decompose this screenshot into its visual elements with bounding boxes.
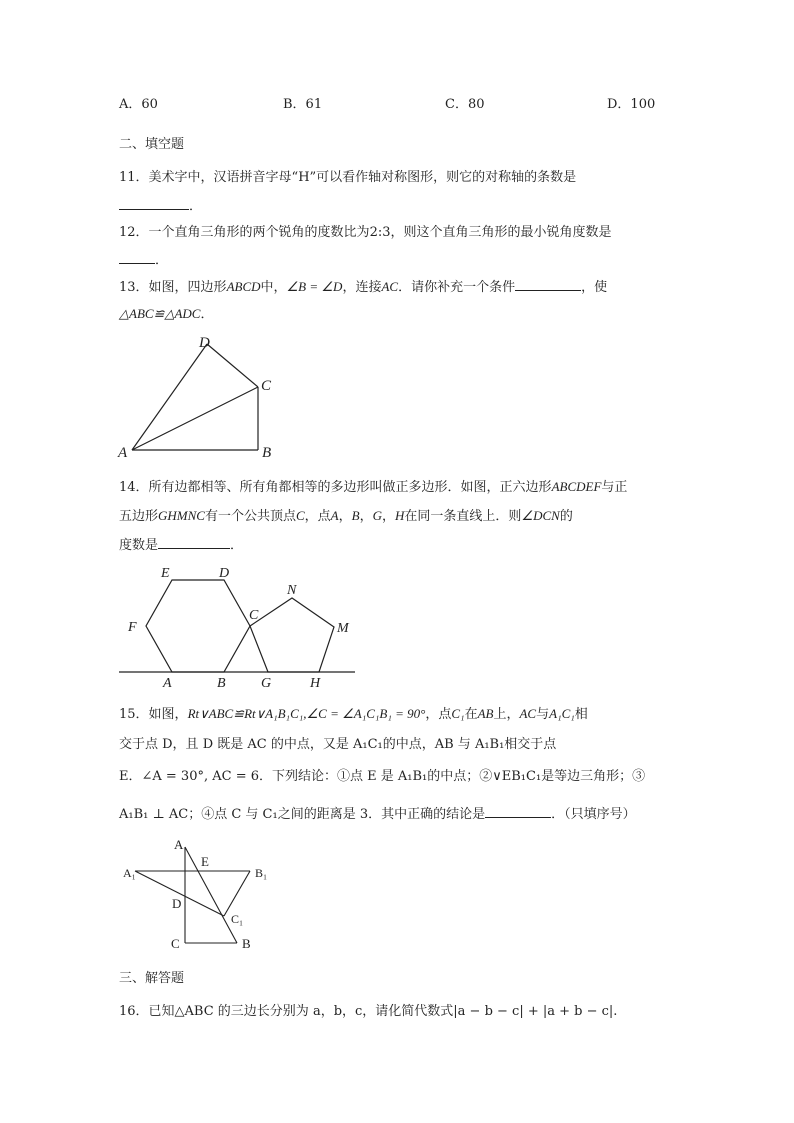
question-15-line4	[119, 805, 636, 824]
question-12	[119, 224, 612, 242]
question-15-line2: 交于点 D，且 D 既是 AC 的中点，又是 A₁C₁的中点，AB 与 A₁B₁相交于点	[119, 737, 557, 752]
question-16	[119, 1003, 617, 1021]
math-point: C	[295, 508, 305, 523]
question-text: ，	[338, 509, 352, 524]
question-text: ．（只填序号）	[551, 807, 636, 822]
label-c: C	[171, 936, 180, 951]
label-c: C	[261, 378, 272, 394]
question-text: ．请你补充一个条件	[398, 280, 516, 295]
label-a: A	[118, 445, 128, 460]
label-h: H	[310, 676, 321, 690]
math-segment: AC	[519, 706, 537, 721]
answer-blank[interactable]	[485, 805, 551, 818]
question-number: 11．	[119, 170, 149, 185]
question-15-line3: E．∠A = 30°, AC = 6．下列结论：①点 E 是 A₁B₁的中点；②∨EB₁C₁是等边三角形；③	[119, 769, 646, 784]
question-text: 已知△ABC 的三边长分别为 a，b，c，请化简代数式|a − b − c| + |a + b − c|.	[148, 1004, 618, 1019]
segment-b1c1	[224, 871, 250, 916]
label-e: E	[201, 854, 209, 869]
question-text: 的	[559, 509, 573, 524]
label-c: C	[249, 608, 259, 623]
math-point: C₁	[451, 706, 465, 721]
segment-dc	[207, 344, 258, 387]
question-14-line3	[119, 536, 243, 555]
question-number: 15．	[119, 707, 149, 722]
math-pentagon: GHMNC	[158, 508, 205, 523]
label-n: N	[287, 583, 297, 598]
question-text: 上，	[493, 707, 520, 722]
label-d: D	[172, 896, 182, 911]
question-text: 美术字中，汉语拼音字母“H”可以看作轴对称图形，则它的对称轴的条数是	[148, 170, 577, 185]
question-text: 与	[536, 707, 550, 722]
math-congruence: △ABC≌△ADC	[119, 306, 201, 321]
question-text: 所有边都相等、所有角都相等的多边形叫做正多边形．如图，正六边形	[148, 480, 552, 495]
answer-blank[interactable]	[119, 197, 189, 210]
math-angle-equality: ∠B = ∠D	[286, 279, 343, 294]
hexagon-abcdef	[146, 580, 250, 672]
question-14-line2	[119, 507, 573, 526]
question-text: 相	[574, 707, 588, 722]
math-segment: AC	[381, 279, 399, 294]
segment-ad	[132, 344, 207, 450]
math-quadrilateral: ABCD	[226, 279, 261, 294]
math-point: G	[372, 508, 382, 523]
math-point: A	[330, 508, 339, 523]
label-e: E	[161, 566, 170, 581]
question-text: 在	[464, 707, 478, 722]
question-text: 度数是	[119, 538, 159, 553]
answer-line-12	[119, 251, 168, 270]
math-hexagon: ABCDEF	[551, 479, 602, 494]
figure-quadrilateral-abcd	[115, 330, 285, 460]
question-text: 在同一条直线上．则	[404, 509, 522, 524]
label-a1: A₁	[123, 866, 136, 880]
question-14	[119, 478, 627, 497]
label-d: D	[199, 335, 210, 351]
section-heading-solve: 三、解答题	[119, 971, 185, 986]
label-b1: B₁	[255, 866, 268, 880]
option-a: A．60	[119, 97, 158, 112]
question-13-line2	[119, 305, 213, 324]
answer-blank[interactable]	[119, 251, 155, 264]
ratio-value: 2:3	[369, 225, 391, 240]
option-d: D．100	[607, 97, 656, 112]
question-text: 五边形	[119, 509, 159, 524]
label-b: B	[242, 936, 251, 951]
question-text: ，点	[304, 509, 331, 524]
segment-ab	[185, 847, 237, 943]
question-text: A₁B₁ ⊥ AC；④点 C 与 C₁之间的距离是 3．其中正确的结论是	[119, 807, 486, 822]
question-text: ，	[359, 509, 373, 524]
math-point: H	[395, 508, 405, 523]
math-segment: A₁C₁	[549, 706, 575, 721]
question-text: 如图，	[148, 707, 188, 722]
math-angle: ∠DCN	[521, 508, 560, 523]
question-15	[119, 705, 588, 724]
question-text: 如图，四边形	[148, 280, 227, 295]
period: ．	[230, 538, 244, 553]
section-heading-fill: 二、填空题	[119, 137, 185, 152]
label-d: D	[219, 566, 230, 581]
math-congruence: Rt∨ABC≌Rt∨A₁B₁C₁,∠C = ∠A₁C₁B₁ = 90°	[187, 706, 426, 721]
figure-right-triangles	[118, 835, 278, 957]
answer-blank[interactable]	[515, 278, 581, 291]
question-text: 与正	[601, 480, 628, 495]
answer-blank[interactable]	[158, 536, 230, 549]
label-b: B	[262, 445, 272, 460]
question-text: 有一个公共顶点	[204, 509, 296, 524]
question-13	[119, 278, 607, 297]
label-a: A	[174, 837, 184, 852]
label-g: G	[261, 676, 272, 690]
math-segment: AB	[477, 706, 494, 721]
question-text: ，	[382, 509, 396, 524]
option-c: C．80	[445, 97, 485, 112]
question-number: 13．	[119, 280, 149, 295]
period: ．	[189, 199, 203, 214]
label-a: A	[163, 676, 172, 690]
question-11	[119, 169, 576, 187]
question-text: ，连接	[342, 280, 382, 295]
question-number: 12．	[119, 225, 149, 240]
question-number: 14．	[119, 480, 149, 495]
period: ．	[200, 307, 214, 322]
figure-hexagon-pentagon	[115, 560, 360, 690]
label-c1: C₁	[231, 912, 244, 926]
answer-line-11	[119, 197, 202, 216]
math-point: B	[351, 508, 360, 523]
question-text: 中，	[260, 280, 287, 295]
question-number: 16．	[119, 1004, 149, 1019]
question-text-continued: ，则这个直角三角形的最小锐角度数是	[390, 225, 612, 240]
option-b: B．61	[283, 97, 323, 112]
segment-ac	[132, 387, 258, 450]
label-m: M	[337, 621, 349, 636]
question-text: ，使	[581, 280, 608, 295]
question-text: ，点	[425, 707, 452, 722]
label-b: B	[217, 676, 226, 690]
period: ．	[155, 253, 169, 268]
label-f: F	[128, 620, 137, 635]
question-text: 一个直角三角形的两个锐角的度数比为	[148, 225, 370, 240]
pentagon-ghmnc	[250, 598, 334, 672]
